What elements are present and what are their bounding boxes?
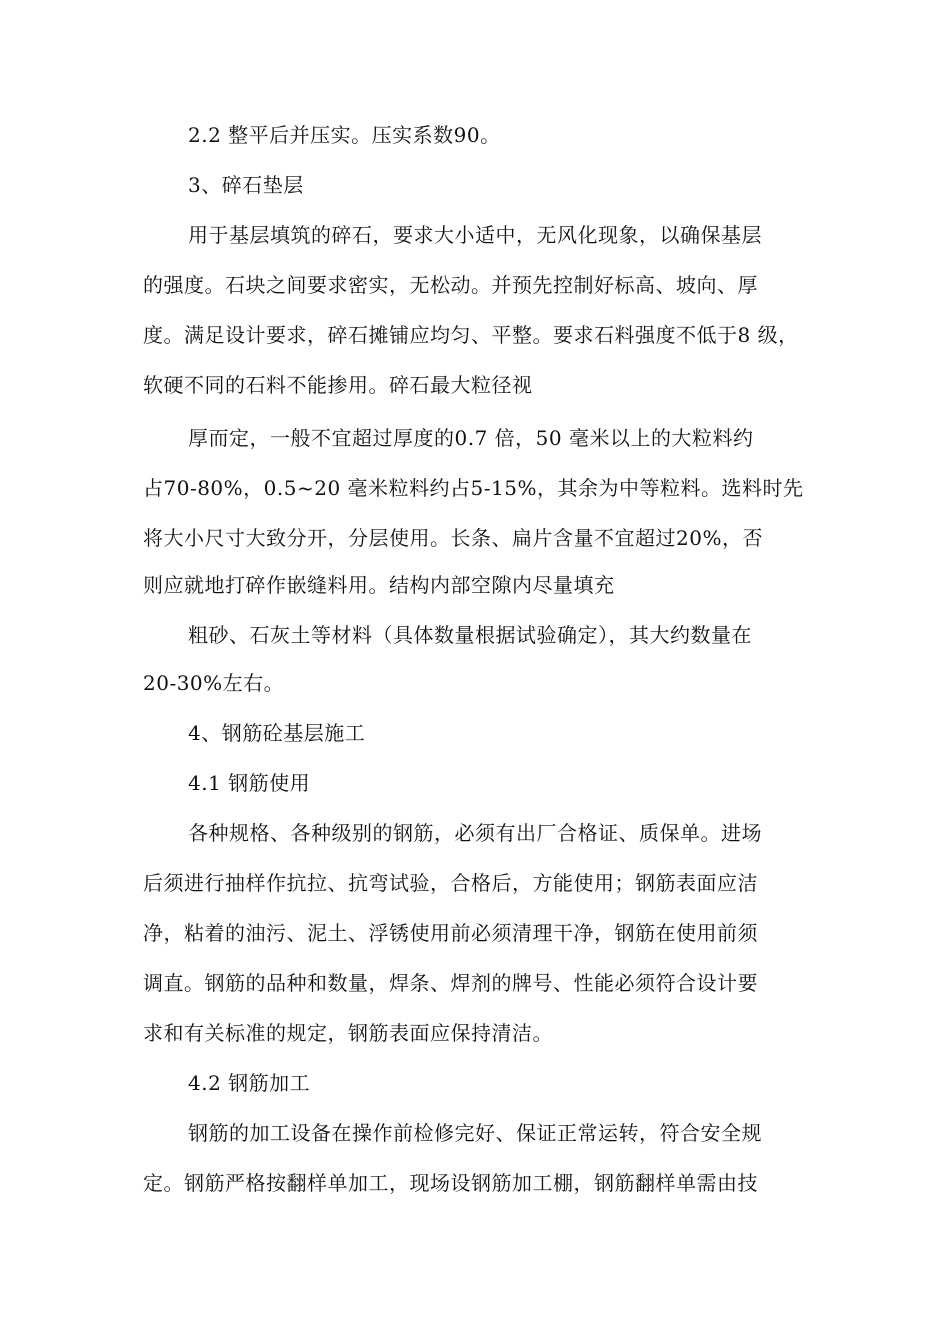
paragraph-line: 各种规格、各种级别的钢筋，必须有出厂合格证、质保单。进场 — [188, 821, 762, 845]
paragraph-line: 20-30%左右。 — [143, 671, 285, 695]
subsection-heading-2-2: 2.2 整平后并压实。压实系数90。 — [188, 123, 501, 147]
paragraph-line: 的强度。石块之间要求密实，无松动。并预先控制好标高、坡向、厚 — [143, 273, 758, 297]
paragraph-line: 则应就地打碎作嵌缝料用。结构内部空隙内尽量填充 — [143, 573, 615, 597]
paragraph-line: 求和有关标准的规定，钢筋表面应保持清洁。 — [143, 1021, 553, 1045]
paragraph-line: 粗砂、石灰土等材料（具体数量根据试验确定），其大约数量在 — [188, 623, 752, 647]
paragraph-line: 调直。钢筋的品种和数量，焊条、焊剂的牌号、性能必须符合设计要 — [143, 971, 758, 995]
paragraph-line: 净，粘着的油污、泥土、浮锈使用前必须清理干净，钢筋在使用前须 — [143, 921, 758, 945]
section-heading-3: 3、碎石垫层 — [188, 173, 304, 197]
paragraph-line: 定。钢筋严格按翻样单加工，现场设钢筋加工棚，钢筋翻样单需由技 — [143, 1171, 758, 1195]
paragraph-line: 后须进行抽样作抗拉、抗弯试验，合格后，方能使用；钢筋表面应洁 — [143, 871, 758, 895]
paragraph-line: 厚而定，一般不宜超过厚度的0.7 倍，50 毫米以上的大粒料约 — [188, 426, 754, 450]
paragraph-line: 软硬不同的石料不能掺用。碎石最大粒径视 — [143, 373, 533, 397]
subsection-heading-4-1: 4.1 钢筋使用 — [188, 771, 311, 795]
paragraph-line: 将大小尺寸大致分开，分层使用。长条、扁片含量不宜超过20%，否 — [143, 526, 763, 550]
paragraph-line: 占70-80%，0.5~20 毫米粒料约占5-15%，其余为中等粒料。选料时先 — [143, 476, 804, 500]
subsection-heading-4-2: 4.2 钢筋加工 — [188, 1071, 311, 1095]
paragraph-line: 用于基层填筑的碎石，要求大小适中，无风化现象，以确保基层 — [188, 223, 762, 247]
paragraph-line: 度。满足设计要求，碎石摊铺应均匀、平整。要求石料强度不低于8 级， — [143, 323, 799, 347]
paragraph-line: 钢筋的加工设备在操作前检修完好、保证正常运转，符合安全规 — [188, 1121, 762, 1145]
section-heading-4: 4、钢筋砼基层施工 — [188, 721, 366, 745]
